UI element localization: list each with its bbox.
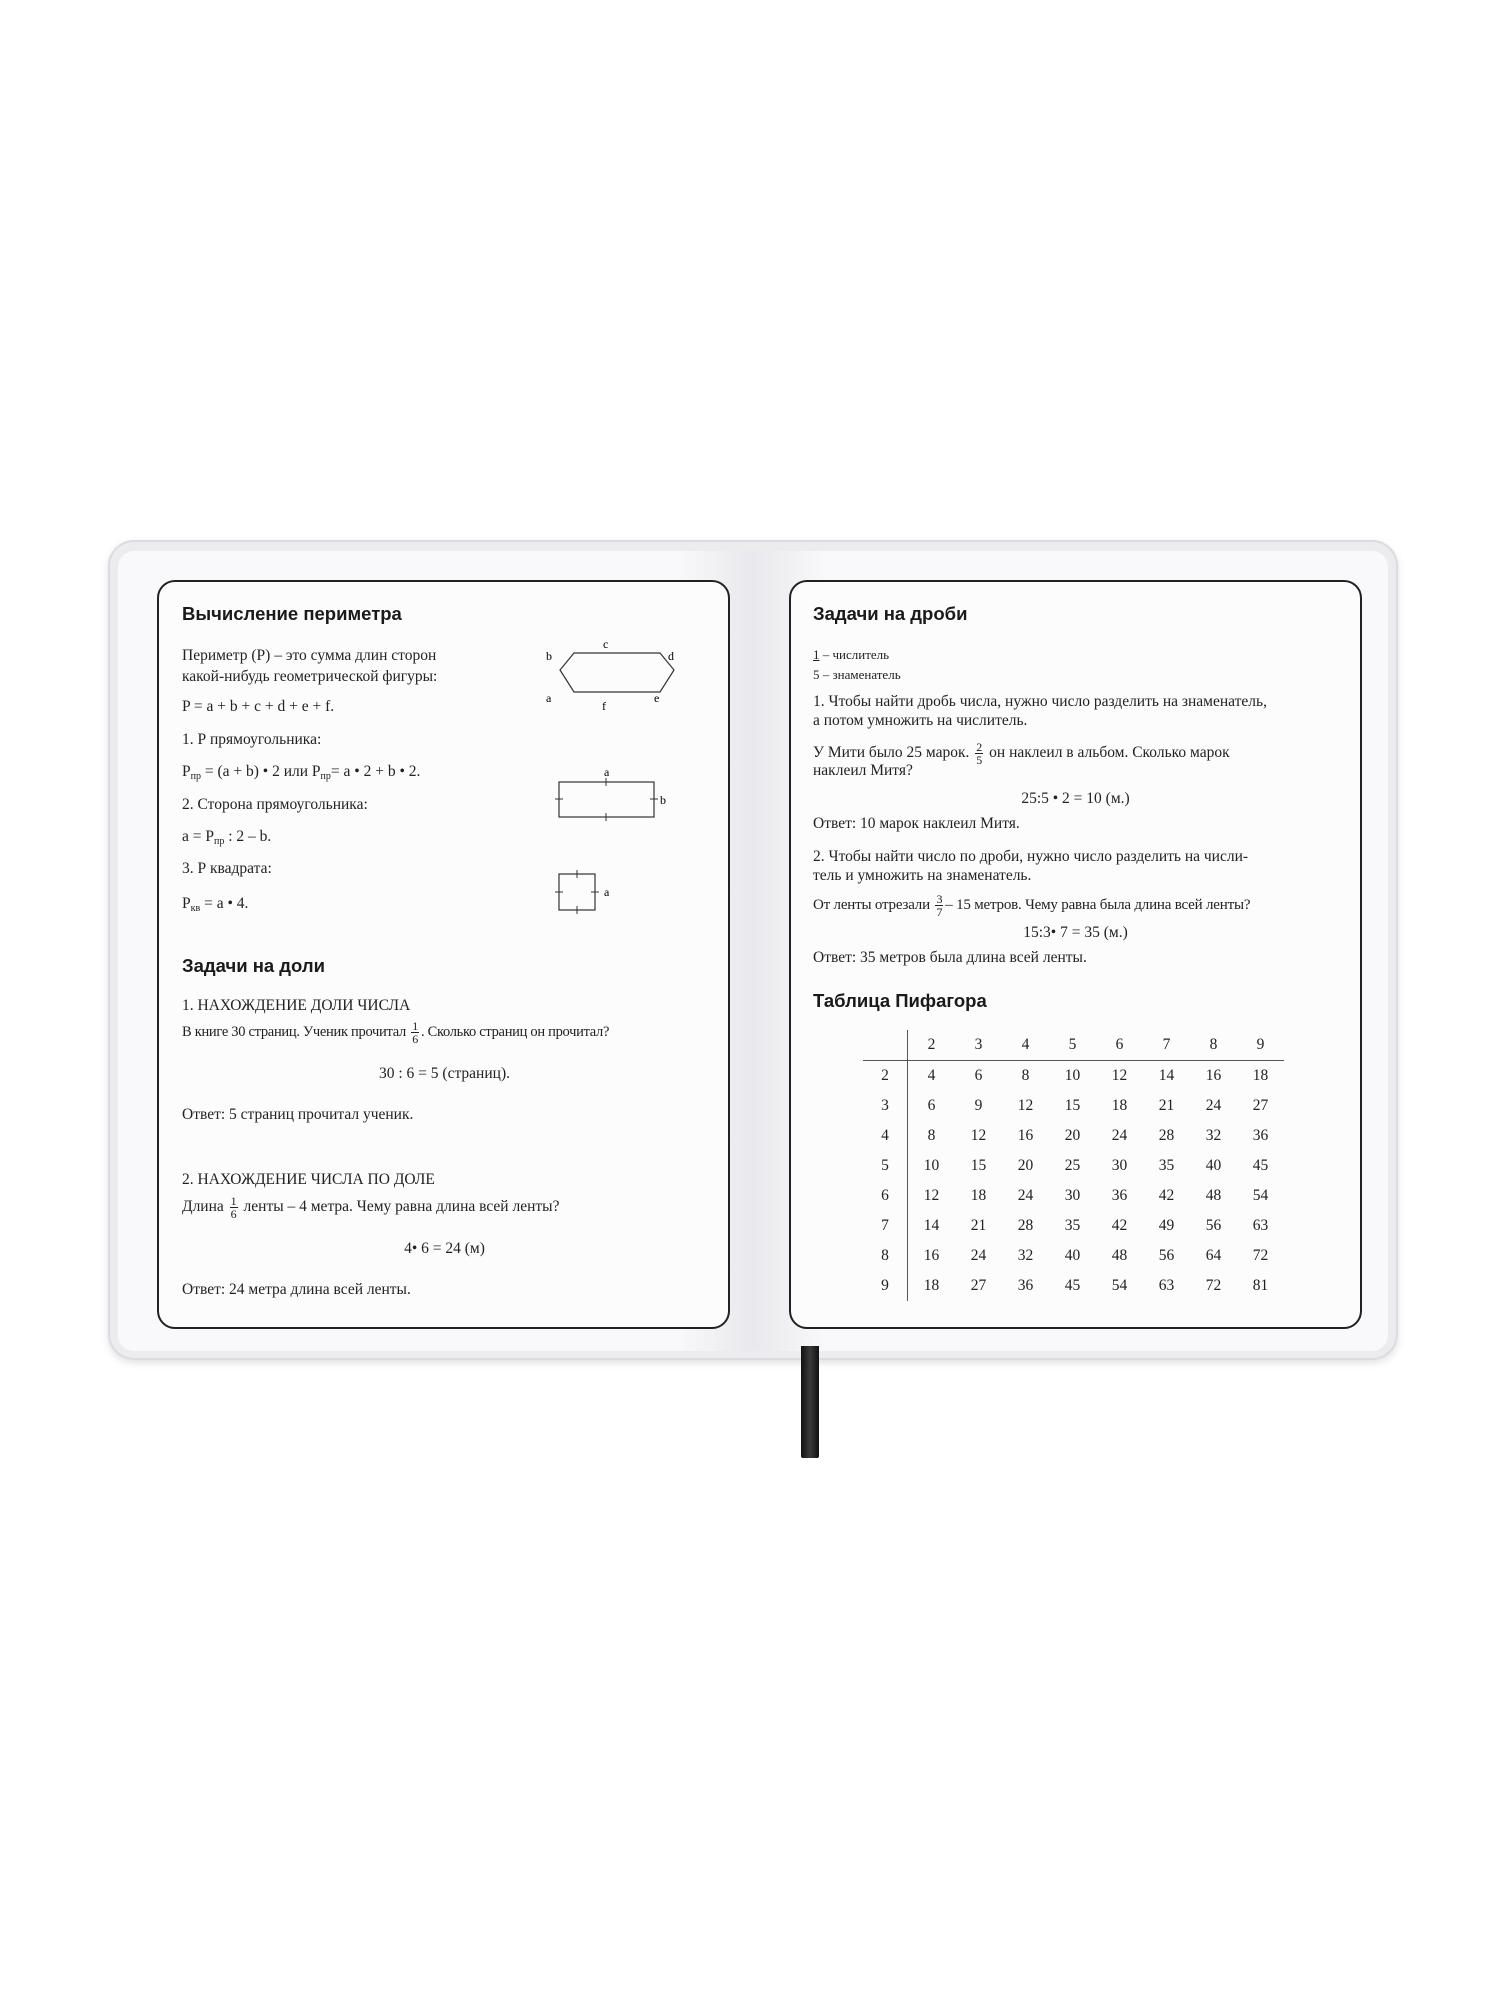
pythagoras-cell: 12	[923, 1187, 940, 1204]
pythagoras-row-header: 3	[863, 1091, 908, 1121]
pythagoras-cell: 64	[1205, 1247, 1222, 1264]
task2-calculation: 15:3• 7 = 35 (м.)	[1023, 924, 1128, 941]
pythagoras-cell: 36	[1111, 1187, 1128, 1204]
perimeter-definition-line2: какой-нибудь геометрической фигуры:	[182, 668, 438, 685]
task1-line2: наклеил Митя?	[813, 762, 913, 779]
pythagoras-cell: 40	[1205, 1157, 1222, 1174]
pythagoras-cell: 15	[1064, 1097, 1081, 1114]
pythagoras-header-cell: 4	[1002, 1030, 1049, 1061]
rect-label-a: a	[604, 765, 610, 779]
rule2-line2: тель и умножить на знаменатель.	[813, 867, 1032, 884]
rect-label-b: b	[660, 793, 666, 807]
pythagoras-header-row	[863, 1030, 1284, 1061]
pythagoras-cell: 48	[1111, 1247, 1128, 1264]
pythagoras-cell: 10	[923, 1157, 940, 1174]
pythagoras-row-header: 9	[863, 1271, 908, 1301]
pythagoras-cell: 14	[923, 1217, 940, 1234]
pythagoras-row	[863, 1151, 1284, 1181]
pythagoras-row	[863, 1061, 1284, 1092]
pythagoras-cell: 6	[974, 1067, 983, 1084]
pythagoras-cell: 36	[1252, 1127, 1269, 1144]
square-perimeter-formula: $P_{кв} = a$ • 4.	[182, 895, 249, 914]
pythagoras-cell: 25	[1064, 1157, 1081, 1174]
hexagon-diagram	[540, 630, 680, 730]
pythagoras-cell: 12	[1017, 1097, 1034, 1114]
pythagoras-cell: 20	[1017, 1157, 1034, 1174]
pythagoras-cell: 27	[1252, 1097, 1269, 1114]
pythagoras-cell: 4	[927, 1067, 936, 1084]
bookmark-ribbon[interactable]	[801, 1346, 819, 1458]
pythagoras-cell: 54	[1252, 1187, 1269, 1204]
denominator-note: 5 – знаменатель	[813, 667, 901, 682]
pythagoras-row	[863, 1271, 1284, 1301]
pythagoras-cell: 21	[970, 1217, 987, 1234]
pythagoras-cell: 16	[923, 1247, 940, 1264]
pythagoras-cell: 15	[970, 1157, 987, 1174]
pythagoras-cell: 28	[1158, 1127, 1175, 1144]
pythagoras-cell: 24	[970, 1247, 987, 1264]
rectangle-diagram	[552, 762, 682, 822]
pythagoras-cell: 12	[970, 1127, 987, 1144]
pythagoras-cell: 20	[1064, 1127, 1081, 1144]
pythagoras-cell: 24	[1017, 1187, 1034, 1204]
share-heading: 1. НАХОЖДЕНИЕ ДОЛИ ЧИСЛА	[182, 997, 411, 1014]
pythagoras-cell: 8	[927, 1127, 936, 1144]
pythagoras-cell: 32	[1205, 1127, 1222, 1144]
pythagoras-cell: 8	[1021, 1067, 1030, 1084]
pythagoras-row	[863, 1241, 1284, 1271]
hexagon-label-b: b	[546, 649, 552, 663]
share-answer: Ответ: 5 страниц прочитал ученик.	[182, 1106, 414, 1123]
pythagoras-cell: 16	[1205, 1067, 1222, 1084]
pythagoras-row-header: 6	[863, 1181, 908, 1211]
pythagoras-table	[863, 1030, 1284, 1301]
pythagoras-cell: 35	[1158, 1157, 1175, 1174]
pythagoras-row	[863, 1181, 1284, 1211]
rect-perimeter-formula: $P_{пр} = (a + b)$ • 2 или $P_{пр}= a$ • 2 + b • 2.	[182, 763, 421, 782]
pythagoras-cell: 16	[1017, 1127, 1034, 1144]
pythagoras-cell: 72	[1205, 1277, 1222, 1294]
share-task: В книге 30 страниц. Ученик прочитал $\frac{1}{6}$ . Сколько страниц он прочитал?	[182, 1019, 610, 1046]
pythagoras-row-header: 5	[863, 1151, 908, 1181]
pythagoras-cell: 36	[1017, 1277, 1034, 1294]
pythagoras-cell: 42	[1111, 1217, 1128, 1234]
numerator-note: 1 – числитель	[813, 647, 890, 662]
pythagoras-cell: 45	[1064, 1277, 1081, 1294]
rect-perimeter-heading: 1. Р прямоугольника:	[182, 731, 322, 748]
pythagoras-row-header: 2	[863, 1061, 908, 1092]
hexagon-label-e: e	[654, 691, 660, 705]
pythagoras-header-cell: 7	[1143, 1030, 1190, 1061]
rule1-line2: а потом умножить на числитель.	[813, 712, 1028, 729]
pythagoras-cell: 30	[1111, 1157, 1128, 1174]
pythagoras-cell: 18	[1252, 1067, 1269, 1084]
pythagoras-cell: 72	[1252, 1247, 1269, 1264]
square-label-a: a	[604, 885, 610, 899]
pythagoras-cell: 21	[1158, 1097, 1175, 1114]
pythagoras-cell: 42	[1158, 1187, 1175, 1204]
pythagoras-title: Таблица Пифагора	[813, 990, 987, 1011]
number-fraction: $\frac{1}{6}$	[230, 1194, 237, 1221]
pythagoras-cell: 35	[1064, 1217, 1081, 1234]
hexagon-label-a: a	[546, 691, 552, 705]
shares-title: Задачи на доли	[182, 955, 326, 976]
pythagoras-corner-cell	[863, 1030, 908, 1061]
task2-line: От ленты отрезали $\frac{3}{7}$ – 15 метров. Чему равна была длина всей ленты?	[813, 892, 1251, 919]
pythagoras-cell: 56	[1205, 1217, 1222, 1234]
pythagoras-cell: 18	[923, 1277, 940, 1294]
pythagoras-cell: 56	[1158, 1247, 1175, 1264]
pythagoras-header-cell: 3	[955, 1030, 1002, 1061]
number-by-share-task: Длина $\frac{1}{6}$ ленты – 4 метра. Чему равна длина всей ленты?	[182, 1194, 560, 1221]
pythagoras-cell: 48	[1205, 1187, 1222, 1204]
pythagoras-cell: 30	[1064, 1187, 1081, 1204]
pythagoras-cell: 45	[1252, 1157, 1269, 1174]
hexagon-label-c: c	[603, 637, 609, 651]
pythagoras-cell: 40	[1064, 1247, 1081, 1264]
task1-calculation: 25:5 • 2 = 10 (м.)	[1021, 790, 1130, 807]
pythagoras-cell: 10	[1064, 1067, 1081, 1084]
pythagoras-cell: 32	[1017, 1247, 1034, 1264]
pythagoras-header-cell: 9	[1237, 1030, 1284, 1061]
pythagoras-row	[863, 1091, 1284, 1121]
perimeter-formula: P = a + b + c + d + e + f.	[182, 698, 335, 715]
pythagoras-cell: 24	[1205, 1097, 1222, 1114]
perimeter-title: Вычисление периметра	[182, 603, 402, 624]
pythagoras-row-header: 7	[863, 1211, 908, 1241]
task2-fraction: $\frac{3}{7}$	[936, 892, 943, 919]
perimeter-definition-line1: Периметр (Р) – это сумма длин сторон	[182, 647, 437, 664]
pythagoras-header-cell: 5	[1049, 1030, 1096, 1061]
hexagon-label-d: d	[668, 649, 674, 663]
pythagoras-row-header: 8	[863, 1241, 908, 1271]
number-by-share-heading: 2. НАХОЖДЕНИЕ ЧИСЛА ПО ДОЛЕ	[182, 1171, 435, 1188]
rule1-line1: 1. Чтобы найти дробь числа, нужно число разделить на знаменатель,	[813, 693, 1267, 710]
pythagoras-cell: 27	[970, 1277, 987, 1294]
fractions-title: Задачи на дроби	[813, 603, 968, 624]
pythagoras-cell: 54	[1111, 1277, 1128, 1294]
task1-answer: Ответ: 10 марок наклеил Митя.	[813, 815, 1020, 832]
pythagoras-cell: 24	[1111, 1127, 1128, 1144]
pythagoras-header-cell: 8	[1190, 1030, 1237, 1061]
task1-fraction: $\frac{2}{5}$	[976, 740, 983, 767]
rect-side-formula: $a = P_{пр}$ : 2 – b.	[182, 828, 272, 847]
pythagoras-header-cell: 2	[908, 1030, 956, 1061]
pythagoras-cell: 9	[974, 1097, 983, 1114]
pythagoras-cell: 18	[1111, 1097, 1128, 1114]
pythagoras-cell: 63	[1252, 1217, 1269, 1234]
pythagoras-row	[863, 1121, 1284, 1151]
number-by-share-calculation: 4• 6 = 24 (м)	[404, 1240, 485, 1257]
rect-side-heading: 2. Сторона прямоугольника:	[182, 796, 368, 813]
square-diagram	[552, 868, 632, 918]
hexagon-label-f: f	[602, 699, 606, 713]
pythagoras-cell: 18	[970, 1187, 987, 1204]
pythagoras-cell: 6	[927, 1097, 936, 1114]
task1-line1: У Мити было 25 марок. $\frac{2}{5}$ он наклеил в альбом. Сколько марок	[813, 740, 1230, 767]
square-perimeter-heading: 3. Р квадрата:	[182, 860, 272, 877]
pythagoras-cell: 81	[1252, 1277, 1269, 1294]
share-calculation: 30 : 6 = 5 (страниц).	[379, 1065, 510, 1082]
pythagoras-row	[863, 1211, 1284, 1241]
pythagoras-cell: 14	[1158, 1067, 1175, 1084]
number-by-share-answer: Ответ: 24 метра длина всей ленты.	[182, 1281, 411, 1298]
pythagoras-cell: 12	[1111, 1067, 1128, 1084]
task2-answer: Ответ: 35 метров была длина всей ленты.	[813, 949, 1087, 966]
share-fraction: $\frac{1}{6}$	[412, 1019, 418, 1046]
pythagoras-row-header: 4	[863, 1121, 908, 1151]
rule2-line1: 2. Чтобы найти число по дроби, нужно число разделить на числи-	[813, 848, 1249, 865]
pythagoras-cell: 28	[1017, 1217, 1034, 1234]
pythagoras-cell: 49	[1158, 1217, 1175, 1234]
pythagoras-header-cell: 6	[1096, 1030, 1143, 1061]
pythagoras-cell: 63	[1158, 1277, 1175, 1294]
